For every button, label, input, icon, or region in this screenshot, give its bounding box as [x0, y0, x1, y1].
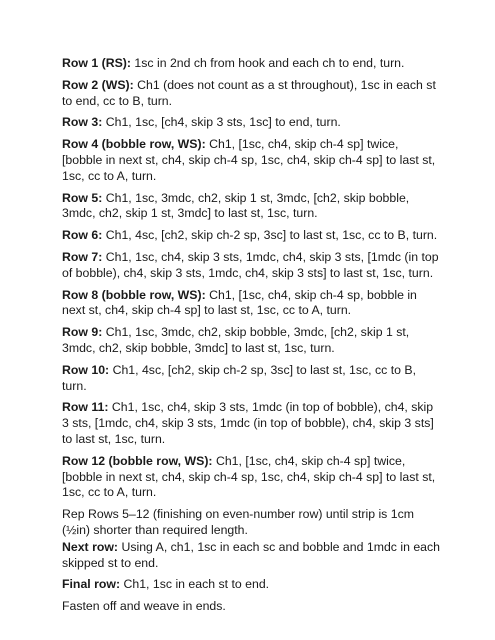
- row-label: Row 3:: [62, 115, 103, 130]
- row-text: Ch1, 1sc, 3mdc, ch2, skip 1 st, 3mdc, [ch2, skip bobble, 3mdc, ch2, skip 1 st, 3mdc] to last st, 1sc, turn.: [62, 190, 410, 221]
- row-text: Ch1, [1sc, ch4, skip ch-4 sp] twice, [bobble in next st, ch4, skip ch-4 sp, 1sc, ch4, skip ch-4 sp] to last st, 1sc, cc to A, turn.: [62, 137, 436, 183]
- next-row: [62, 540, 440, 572]
- row-label: Row 10:: [62, 362, 110, 377]
- row-text: Ch1, 4sc, [ch2, skip ch-2 sp, 3sc] to last st, 1sc, cc to B, turn.: [102, 228, 438, 243]
- row-text: Ch1, 1sc in each st to end.: [120, 577, 270, 592]
- row-text: Ch1, [1sc, ch4, skip ch-4 sp, bobble in next st, ch4, skip ch-4 sp] to last st, 1sc, cc to A, turn.: [62, 287, 417, 318]
- row-label: Row 1 (RS):: [62, 56, 131, 70]
- row-text: Ch1 (does not count as a st throughout), 1sc in each st to end, cc to B, turn.: [62, 77, 436, 108]
- row-label: Row 12 (bobble row, WS):: [62, 453, 213, 468]
- row-label: Row 9:: [62, 325, 103, 340]
- row-text: Ch1, 1sc, 3mdc, ch2, skip bobble, 3mdc, [ch2, skip 1 st, 3mdc, ch2, skip bobble, 3mdc] to last st, 1sc, turn.: [62, 325, 410, 355]
- row-label: Row 6:: [62, 228, 103, 243]
- row-10: [62, 363, 440, 395]
- row-label: Final row:: [62, 577, 121, 592]
- row-6: [62, 228, 440, 244]
- row-11: [62, 400, 440, 447]
- row-7: [62, 250, 440, 282]
- row-label: Row 2 (WS):: [62, 77, 134, 92]
- row-1: [62, 56, 440, 72]
- repeat-instruction: Rep Rows 5–12 (finishing on even-number row) until strip is 1cm (½in) shorter than required length.: [62, 507, 414, 537]
- row-12: [62, 454, 440, 501]
- row-label: Row 11:: [62, 400, 109, 415]
- row-text: Using A, ch1, 1sc in each sc and bobble and 1mdc in each skipped st to end.: [62, 539, 441, 570]
- final-row: [62, 577, 440, 593]
- pattern-instructions: [62, 56, 440, 621]
- row-text: Ch1, 1sc, ch4, skip 3 sts, 1mdc (in top of bobble), ch4, skip 3 sts, [1mdc, ch4, skip 3 sts, 1mdc (in top of bobble), ch4, skip 3 sts] to last st, 1sc, turn.: [62, 400, 434, 446]
- row-label: Next row:: [62, 539, 119, 554]
- closing-instruction: Fasten off and weave in ends.: [62, 599, 226, 614]
- row-9: [62, 325, 440, 357]
- row-label: Row 7:: [62, 249, 103, 264]
- row-label: Row 8 (bobble row, WS):: [62, 287, 206, 302]
- row-4: [62, 137, 440, 184]
- row-label: Row 5:: [62, 190, 103, 205]
- row-text: Ch1, 4sc, [ch2, skip ch-2 sp, 3sc] to last st, 1sc, cc to B, turn.: [62, 362, 417, 393]
- row-8: [62, 288, 440, 320]
- row-text: Ch1, 1sc, ch4, skip 3 sts, 1mdc, ch4, skip 3 sts, [1mdc (in top of bobble), ch4, skip 3 sts, 1mdc, ch4, skip 3 sts] to last st, 1sc, turn.: [62, 249, 439, 280]
- row-text: Ch1, [1sc, ch4, skip ch-4 sp] twice, [bobble in next st, ch4, skip ch-4 sp, 1sc, ch4, skip ch-4 sp] to last st, 1sc, cc to A, turn.: [62, 453, 436, 500]
- row-text: Ch1, 1sc, [ch4, skip 3 sts, 1sc] to end, turn.: [102, 115, 341, 130]
- row-label: Row 4 (bobble row, WS):: [62, 137, 206, 152]
- row-text: 1sc in 2nd ch from hook and each ch to end, turn.: [131, 56, 405, 70]
- row-2: [62, 78, 440, 110]
- row-5: [62, 191, 440, 223]
- row-3: [62, 115, 440, 131]
